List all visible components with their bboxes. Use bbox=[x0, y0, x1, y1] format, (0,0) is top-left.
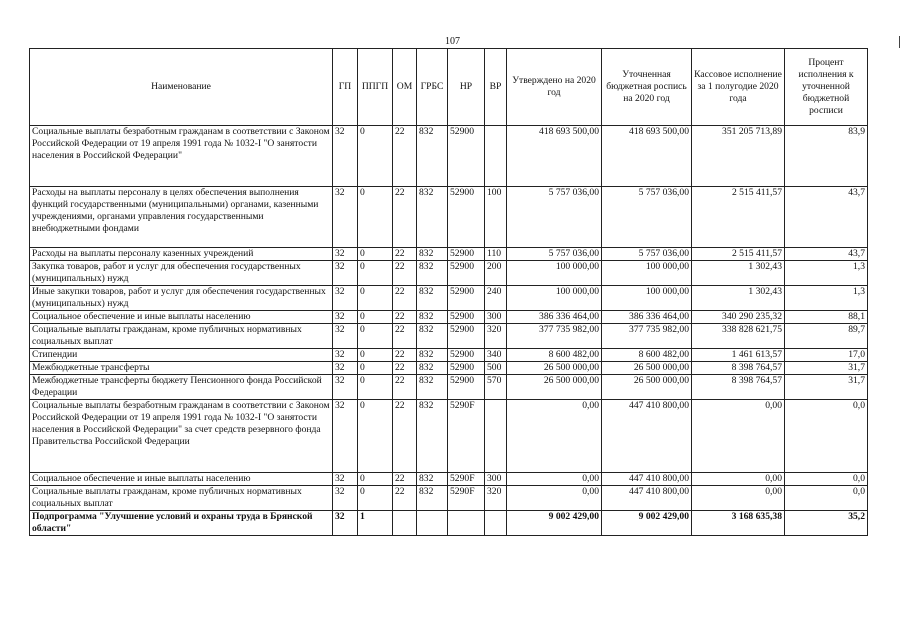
row-refined: 377 735 982,00 bbox=[602, 324, 692, 349]
row-vr bbox=[485, 511, 507, 536]
row-cash: 0,00 bbox=[692, 486, 785, 511]
table-row bbox=[30, 473, 868, 486]
row-nr: 52900 bbox=[448, 261, 485, 286]
row-om: 22 bbox=[393, 324, 417, 349]
row-om: 22 bbox=[393, 248, 417, 261]
row-gp: 32 bbox=[333, 126, 358, 187]
header-ppgp: ППГП bbox=[358, 49, 393, 126]
header-gp: ГП bbox=[333, 49, 358, 126]
table-row bbox=[30, 375, 868, 400]
row-om: 22 bbox=[393, 311, 417, 324]
header-om: ОМ bbox=[393, 49, 417, 126]
row-approved: 100 000,00 bbox=[507, 261, 602, 286]
row-nr: 52900 bbox=[448, 286, 485, 311]
row-vr: 320 bbox=[485, 486, 507, 511]
row-grbs: 832 bbox=[417, 362, 448, 375]
row-percent: 31,7 bbox=[785, 375, 868, 400]
row-ppgp: 0 bbox=[358, 349, 393, 362]
row-gp: 32 bbox=[333, 400, 358, 473]
row-nr: 5290F bbox=[448, 473, 485, 486]
header-refined: Уточненная бюджетная роспись на 2020 год bbox=[602, 49, 692, 126]
table-row bbox=[30, 349, 868, 362]
row-percent: 35,2 bbox=[785, 511, 868, 536]
row-approved: 0,00 bbox=[507, 486, 602, 511]
table-row bbox=[30, 286, 868, 311]
row-nr: 52900 bbox=[448, 126, 485, 187]
row-nr: 52900 bbox=[448, 362, 485, 375]
row-name: Расходы на выплаты персоналу казенных учреждений bbox=[30, 248, 333, 261]
row-ppgp: 0 bbox=[358, 375, 393, 400]
row-gp: 32 bbox=[333, 311, 358, 324]
row-name: Социальное обеспечение и иные выплаты населению bbox=[30, 473, 333, 486]
row-cash: 3 168 635,38 bbox=[692, 511, 785, 536]
table-row bbox=[30, 248, 868, 261]
row-grbs: 832 bbox=[417, 261, 448, 286]
row-grbs: 832 bbox=[417, 473, 448, 486]
row-om: 22 bbox=[393, 349, 417, 362]
row-om: 22 bbox=[393, 486, 417, 511]
table-row bbox=[30, 261, 868, 286]
row-ppgp: 0 bbox=[358, 362, 393, 375]
row-percent: 31,7 bbox=[785, 362, 868, 375]
row-name: Иные закупки товаров, работ и услуг для обеспечения государственных (муниципальных) нужд bbox=[30, 286, 333, 311]
row-om: 22 bbox=[393, 286, 417, 311]
row-refined: 8 600 482,00 bbox=[602, 349, 692, 362]
row-approved: 386 336 464,00 bbox=[507, 311, 602, 324]
header-grbs: ГРБС bbox=[417, 49, 448, 126]
row-cash: 8 398 764,57 bbox=[692, 362, 785, 375]
row-vr: 300 bbox=[485, 311, 507, 324]
row-gp: 32 bbox=[333, 362, 358, 375]
table-row bbox=[30, 486, 868, 511]
row-grbs: 832 bbox=[417, 324, 448, 349]
row-grbs: 832 bbox=[417, 486, 448, 511]
row-nr: 5290F bbox=[448, 400, 485, 473]
row-approved: 8 600 482,00 bbox=[507, 349, 602, 362]
row-refined: 447 410 800,00 bbox=[602, 473, 692, 486]
row-percent: 1,3 bbox=[785, 286, 868, 311]
header-nr: НР bbox=[448, 49, 485, 126]
row-approved: 100 000,00 bbox=[507, 286, 602, 311]
row-name: Социальные выплаты гражданам, кроме публичных нормативных социальных выплат bbox=[30, 486, 333, 511]
row-vr: 320 bbox=[485, 324, 507, 349]
row-vr: 200 bbox=[485, 261, 507, 286]
row-grbs: 832 bbox=[417, 400, 448, 473]
row-grbs: 832 bbox=[417, 126, 448, 187]
table-row bbox=[30, 311, 868, 324]
header-percent: Процент исполнения к уточненной бюджетной росписи bbox=[785, 49, 868, 126]
row-refined: 386 336 464,00 bbox=[602, 311, 692, 324]
row-gp: 32 bbox=[333, 248, 358, 261]
row-refined: 100 000,00 bbox=[602, 261, 692, 286]
row-approved: 9 002 429,00 bbox=[507, 511, 602, 536]
row-vr bbox=[485, 126, 507, 187]
row-approved: 0,00 bbox=[507, 400, 602, 473]
row-gp: 32 bbox=[333, 286, 358, 311]
row-om: 22 bbox=[393, 400, 417, 473]
row-name: Социальные выплаты безработным гражданам в соответствии с Законом Российской Федерации от 19 апреля 1991 года № 1032-I "О занятости населения в Российской Федерации" bbox=[30, 126, 333, 187]
row-gp: 32 bbox=[333, 486, 358, 511]
row-gp: 32 bbox=[333, 261, 358, 286]
row-refined: 100 000,00 bbox=[602, 286, 692, 311]
row-percent: 43,7 bbox=[785, 248, 868, 261]
row-nr: 52900 bbox=[448, 248, 485, 261]
row-nr: 52900 bbox=[448, 187, 485, 248]
row-grbs: 832 bbox=[417, 375, 448, 400]
header-cash: Кассовое исполнение за 1 полугодие 2020 года bbox=[692, 49, 785, 126]
row-om: 22 bbox=[393, 261, 417, 286]
row-ppgp: 0 bbox=[358, 187, 393, 248]
row-ppgp: 0 bbox=[358, 126, 393, 187]
row-name: Расходы на выплаты персоналу в целях обеспечения выполнения функций государственными (муниципальными) органами, казенными учреждениями, органами управления государственными внебюджетными фондами bbox=[30, 187, 333, 248]
header-row bbox=[30, 49, 868, 126]
row-refined: 9 002 429,00 bbox=[602, 511, 692, 536]
page-edge-mark bbox=[899, 36, 900, 48]
row-percent: 43,7 bbox=[785, 187, 868, 248]
row-cash: 340 290 235,32 bbox=[692, 311, 785, 324]
row-percent: 0,0 bbox=[785, 400, 868, 473]
row-nr: 52900 bbox=[448, 324, 485, 349]
row-approved: 377 735 982,00 bbox=[507, 324, 602, 349]
row-cash: 1 302,43 bbox=[692, 286, 785, 311]
row-name: Социальное обеспечение и иные выплаты населению bbox=[30, 311, 333, 324]
row-nr: 52900 bbox=[448, 349, 485, 362]
row-cash: 2 515 411,57 bbox=[692, 187, 785, 248]
table-row-subprogram-total bbox=[30, 511, 868, 536]
row-refined: 447 410 800,00 bbox=[602, 486, 692, 511]
table-row bbox=[30, 187, 868, 248]
row-nr: 52900 bbox=[448, 375, 485, 400]
row-cash: 2 515 411,57 bbox=[692, 248, 785, 261]
row-grbs: 832 bbox=[417, 187, 448, 248]
row-name: Социальные выплаты безработным гражданам в соответствии с Законом Российской Федерации от 19 апреля 1991 года № 1032-I "О занятости населения в Российской Федерации" за счет средств резервного фонда Правительства Российской Федерации bbox=[30, 400, 333, 473]
row-percent: 89,7 bbox=[785, 324, 868, 349]
row-approved: 26 500 000,00 bbox=[507, 362, 602, 375]
row-ppgp: 0 bbox=[358, 286, 393, 311]
row-approved: 26 500 000,00 bbox=[507, 375, 602, 400]
row-vr: 300 bbox=[485, 473, 507, 486]
row-refined: 26 500 000,00 bbox=[602, 362, 692, 375]
row-name: Стипендии bbox=[30, 349, 333, 362]
row-vr: 240 bbox=[485, 286, 507, 311]
header-approved: Утверждено на 2020 год bbox=[507, 49, 602, 126]
row-om: 22 bbox=[393, 362, 417, 375]
row-ppgp: 0 bbox=[358, 311, 393, 324]
row-gp: 32 bbox=[333, 324, 358, 349]
row-om bbox=[393, 511, 417, 536]
row-nr: 5290F bbox=[448, 486, 485, 511]
row-cash: 338 828 621,75 bbox=[692, 324, 785, 349]
row-gp: 32 bbox=[333, 511, 358, 536]
row-percent: 88,1 bbox=[785, 311, 868, 324]
row-percent: 17,0 bbox=[785, 349, 868, 362]
row-ppgp: 0 bbox=[358, 248, 393, 261]
row-refined: 5 757 036,00 bbox=[602, 248, 692, 261]
row-grbs: 832 bbox=[417, 286, 448, 311]
row-gp: 32 bbox=[333, 473, 358, 486]
row-cash: 0,00 bbox=[692, 473, 785, 486]
page-number: 107 bbox=[445, 36, 460, 47]
table-row bbox=[30, 362, 868, 375]
row-gp: 32 bbox=[333, 349, 358, 362]
row-ppgp: 0 bbox=[358, 261, 393, 286]
row-cash: 1 302,43 bbox=[692, 261, 785, 286]
row-om: 22 bbox=[393, 375, 417, 400]
row-percent: 0,0 bbox=[785, 486, 868, 511]
row-grbs bbox=[417, 511, 448, 536]
row-nr: 52900 bbox=[448, 311, 485, 324]
row-vr: 570 bbox=[485, 375, 507, 400]
header-name: Наименование bbox=[30, 49, 333, 126]
row-vr: 100 bbox=[485, 187, 507, 248]
row-ppgp: 0 bbox=[358, 486, 393, 511]
row-ppgp: 0 bbox=[358, 400, 393, 473]
row-cash: 1 461 613,57 bbox=[692, 349, 785, 362]
row-om: 22 bbox=[393, 187, 417, 248]
row-cash: 8 398 764,57 bbox=[692, 375, 785, 400]
row-approved: 0,00 bbox=[507, 473, 602, 486]
row-vr: 340 bbox=[485, 349, 507, 362]
row-nr bbox=[448, 511, 485, 536]
table-row bbox=[30, 126, 868, 187]
row-vr: 110 bbox=[485, 248, 507, 261]
row-name: Межбюджетные трансферты bbox=[30, 362, 333, 375]
header-vr: ВР bbox=[485, 49, 507, 126]
row-gp: 32 bbox=[333, 187, 358, 248]
row-grbs: 832 bbox=[417, 248, 448, 261]
row-approved: 5 757 036,00 bbox=[507, 187, 602, 248]
table-row bbox=[30, 400, 868, 473]
row-gp: 32 bbox=[333, 375, 358, 400]
row-vr: 500 bbox=[485, 362, 507, 375]
row-name: Подпрограмма "Улучшение условий и охраны труда в Брянской области" bbox=[30, 511, 333, 536]
row-name: Социальные выплаты гражданам, кроме публичных нормативных социальных выплат bbox=[30, 324, 333, 349]
row-refined: 447 410 800,00 bbox=[602, 400, 692, 473]
row-refined: 5 757 036,00 bbox=[602, 187, 692, 248]
row-refined: 418 693 500,00 bbox=[602, 126, 692, 187]
row-name: Межбюджетные трансферты бюджету Пенсионного фонда Российской Федерации bbox=[30, 375, 333, 400]
row-ppgp: 0 bbox=[358, 324, 393, 349]
row-percent: 1,3 bbox=[785, 261, 868, 286]
budget-table bbox=[29, 48, 868, 536]
row-percent: 83,9 bbox=[785, 126, 868, 187]
row-approved: 5 757 036,00 bbox=[507, 248, 602, 261]
row-grbs: 832 bbox=[417, 349, 448, 362]
table-row bbox=[30, 324, 868, 349]
row-cash: 0,00 bbox=[692, 400, 785, 473]
row-cash: 351 205 713,89 bbox=[692, 126, 785, 187]
row-vr bbox=[485, 400, 507, 473]
row-name: Закупка товаров, работ и услуг для обеспечения государственных (муниципальных) нужд bbox=[30, 261, 333, 286]
row-ppgp: 1 bbox=[358, 511, 393, 536]
row-grbs: 832 bbox=[417, 311, 448, 324]
row-om: 22 bbox=[393, 473, 417, 486]
row-approved: 418 693 500,00 bbox=[507, 126, 602, 187]
row-percent: 0,0 bbox=[785, 473, 868, 486]
row-ppgp: 0 bbox=[358, 473, 393, 486]
row-om: 22 bbox=[393, 126, 417, 187]
row-refined: 26 500 000,00 bbox=[602, 375, 692, 400]
